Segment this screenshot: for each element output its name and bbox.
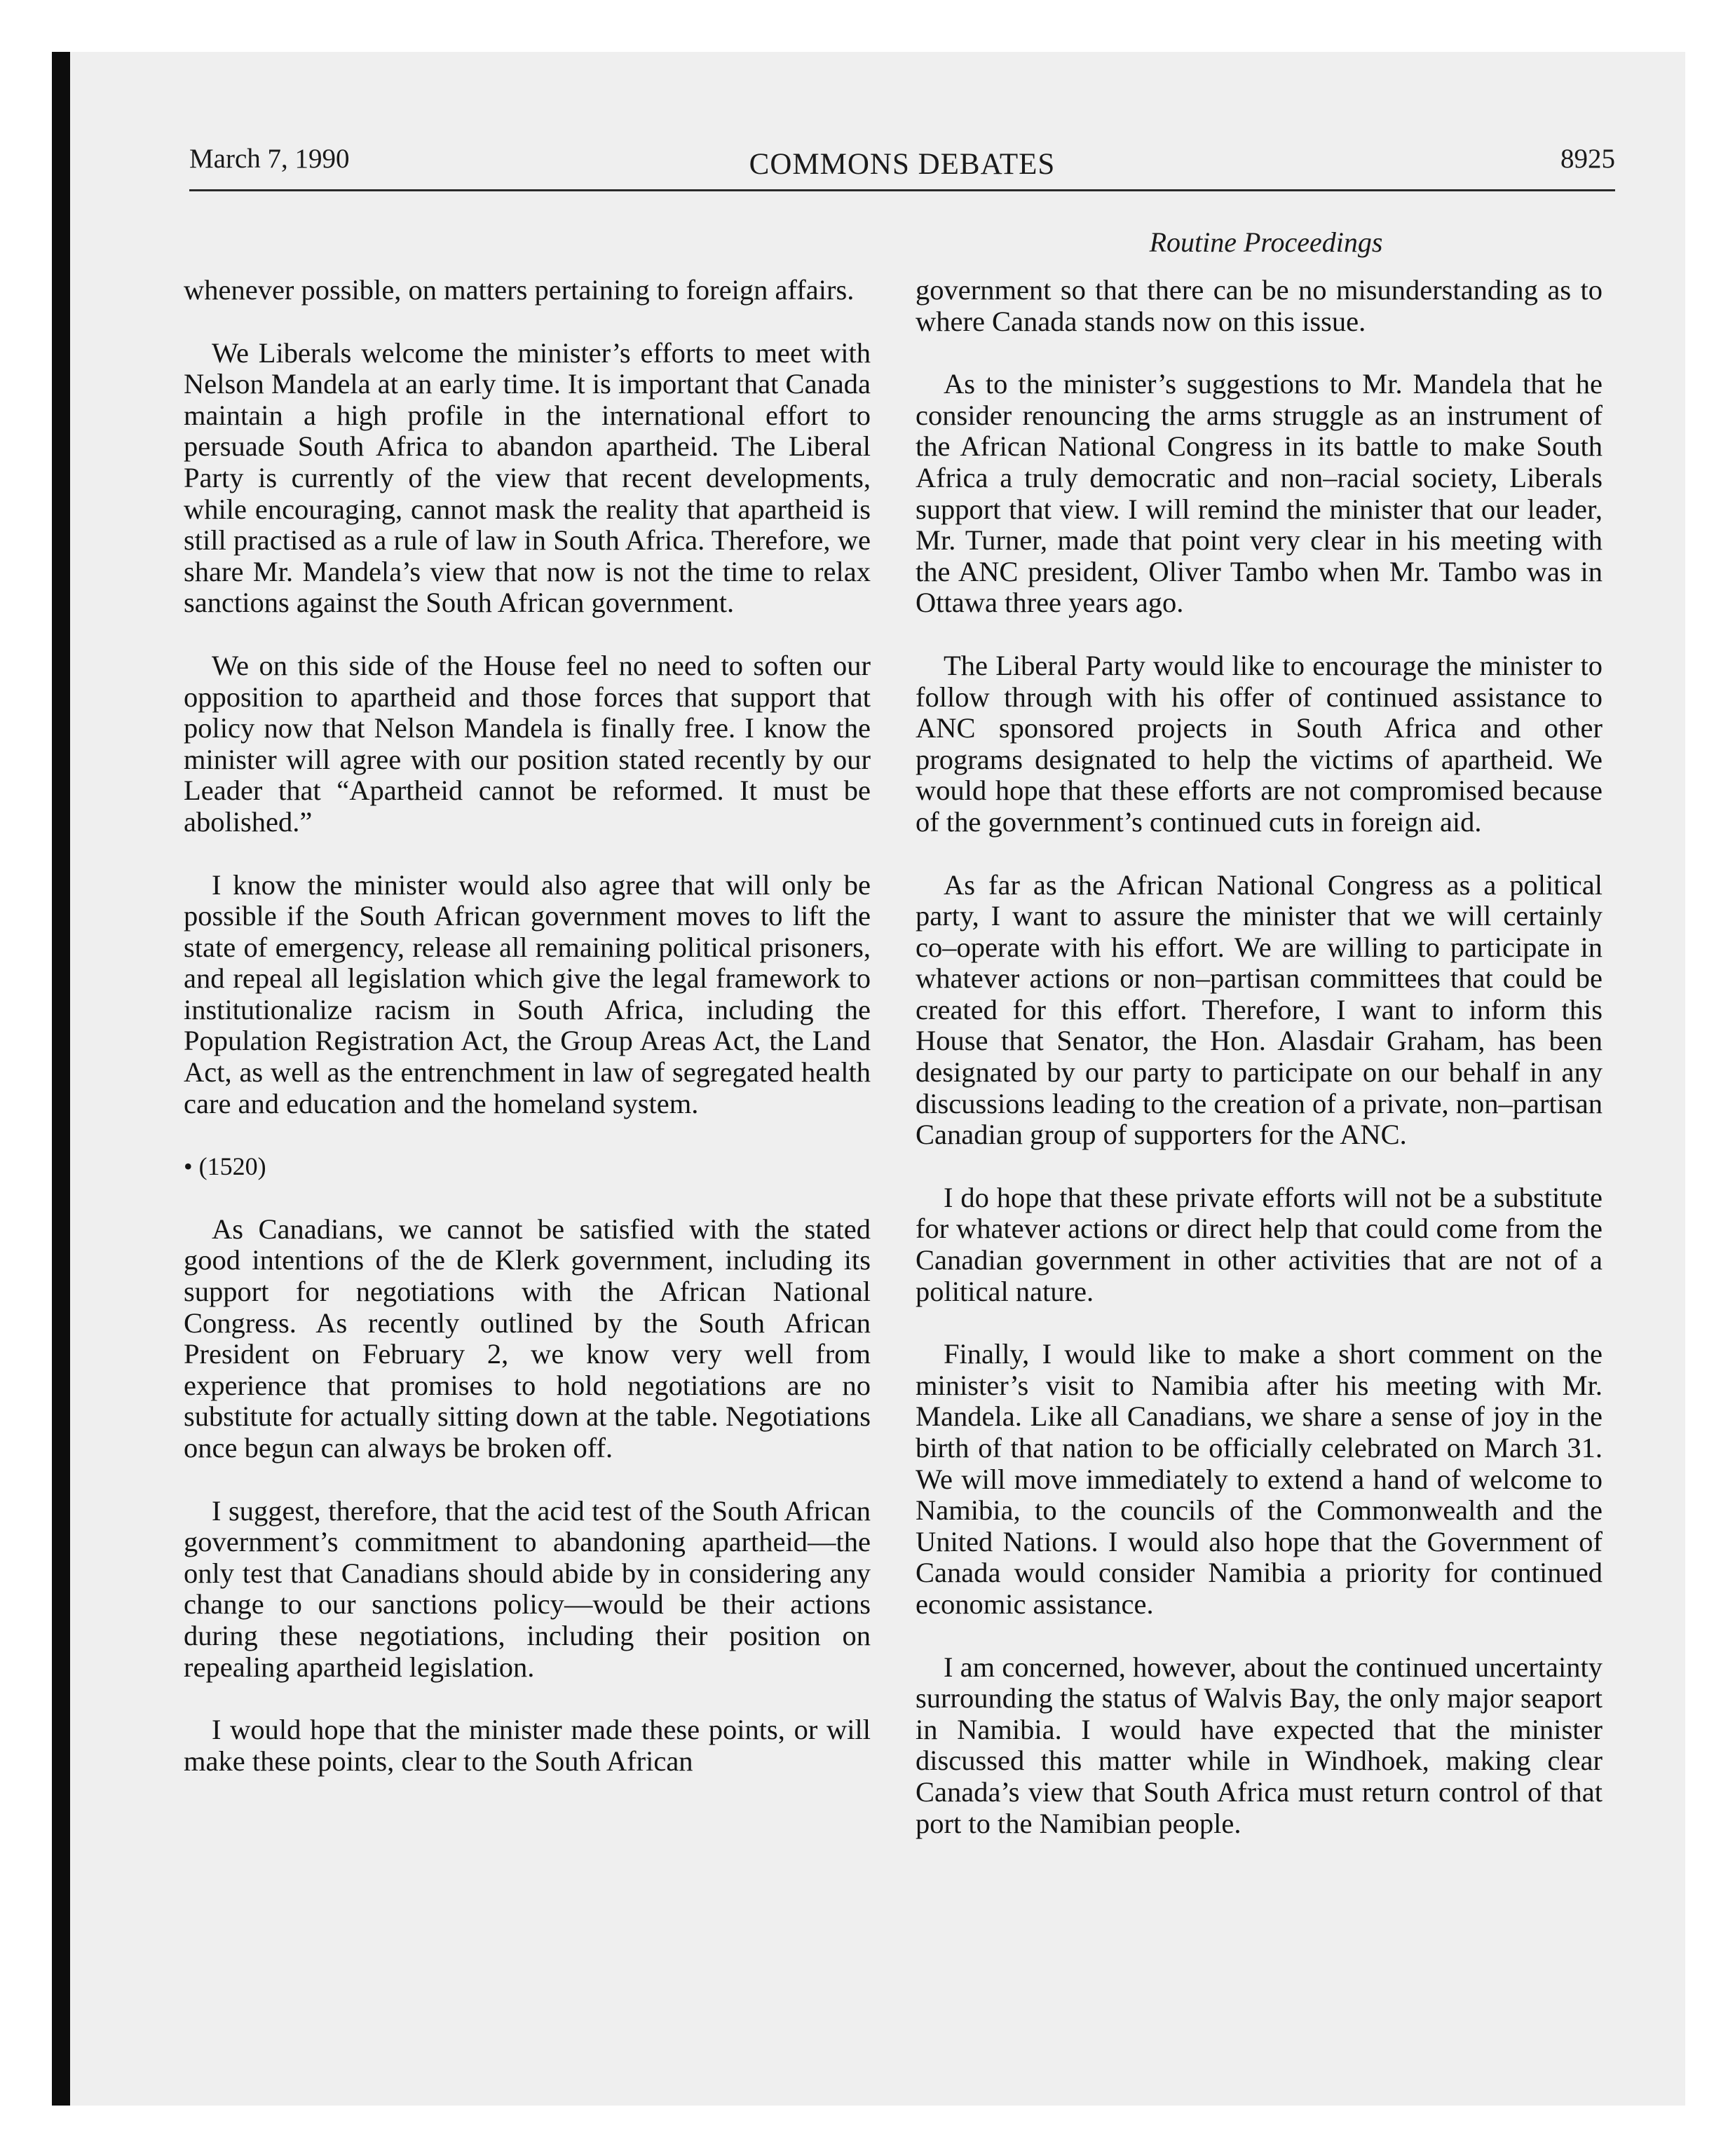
paragraph: I know the minister would also agree that will only be possible if the South African government moves to lift the state of emergency, release all remaining political prisoners, and repeal all legislation which give the legal framework to institutionalize racism in South Africa, including the Population Registration Act, the Group Areas Act, the Land Act, as well as the entrenchment in law of segregated health care and education and the homeland system.	[184, 868, 871, 1119]
paragraph: As Canadians, we cannot be satisfied with the stated good intentions of the de Klerk government, including its support for negotiations with the African National Congress. As recently outlined by the South African President on February 2, we know very well from experience that promises to hold negotiations are no substitute for actually sitting down at the table. Negotiations once begun can always be broken off.	[184, 1213, 871, 1464]
header-title: COMMONS DEBATES	[749, 148, 1056, 181]
paragraph: As far as the African National Congress as a political party, I want to assure the minister that we will certainly co–operate with his effort. We are willing to participate in whatever actions or non–partisan committees that could be created for this effort. Therefore, I want to inform this House that Senator, the Hon. Alasdair Graham, has been designated by our party to participate on our behalf in any discussions leading to the creation of a private, non–partisan Canadian group of supporters for the ANC.	[916, 868, 1603, 1151]
left-column	[184, 275, 871, 1808]
paragraph: government so that there can be no misunderstanding as to where Canada stands now on this issue.	[916, 274, 1603, 337]
paragraph: I am concerned, however, about the continued uncertainty surrounding the status of Walvis Bay, the only major seaport in Namibia. I would have expected that the minister discussed this matter while in Windhoek, making clear Canada’s view that South Africa must return control of that port to the Namibian people.	[916, 1651, 1603, 1839]
paragraph: As to the minister’s suggestions to Mr. Mandela that he consider renouncing the arms struggle as an instrument of the African National Congress in its battle to make South Africa a truly democratic and non–racial society, Liberals support that view. I will remind the minister that our leader, Mr. Turner, made that point very clear in his meeting with the ANC president, Oliver Tambo when Mr. Tambo was in Ottawa three years ago.	[916, 368, 1603, 619]
header-page-number: 8925	[1560, 144, 1615, 174]
paragraph: The Liberal Party would like to encourage the minister to follow through with his offer of continued assistance to ANC sponsored projects in South Africa and other programs designated to help the victims of apartheid. We would hope that these efforts are not compromised because of the government’s continued cuts in foreign aid.	[916, 649, 1603, 838]
page-header	[189, 142, 1615, 188]
section-title: Routine Proceedings	[1149, 226, 1383, 258]
paragraph: whenever possible, on matters pertaining to foreign affairs.	[184, 274, 855, 306]
paragraph: I suggest, therefore, that the acid test of the South African government’s commitment to abandoning apartheid—the only test that Canadians should abide by in considering any change to our sanctions policy—would be their actions during these negotiations, including their position on repealing apartheid legislation.	[184, 1494, 871, 1683]
paragraph: I would hope that the minister made these points, or will make these points, clear to the South African	[184, 1714, 871, 1777]
right-column	[916, 275, 1603, 1871]
scan-binding-edge	[52, 52, 70, 2106]
header-date: March 7, 1990	[189, 144, 350, 174]
paragraph: We Liberals welcome the minister’s efforts to meet with Nelson Mandela at an early time. It is important that Canada maintain a high profile in the international effort to persuade South Africa to abandon apartheid. The Liberal Party is currently of the view that recent developments, while encouraging, cannot mask the reality that apartheid is still practised as a rule of law in South Africa. Therefore, we share Mr. Mandela’s view that now is not the time to relax sanctions against the South African government.	[184, 336, 871, 619]
time-marker: • (1520)	[184, 1152, 266, 1181]
header-rule	[189, 189, 1615, 191]
paragraph: I do hope that these private efforts will not be a substitute for whatever actions or direct help that could come from the Canadian government in other activities that are not of a political nature.	[916, 1181, 1603, 1307]
paragraph: Finally, I would like to make a short comment on the minister’s visit to Namibia after his meeting with Mr. Mandela. Like all Canadians, we share a sense of joy in the birth of that nation to be officially celebrated on March 31. We will move immediately to extend a hand of welcome to Namibia, to the councils of the Commonwealth and the United Nations. I would also hope that the Government of Canada would consider Namibia a priority for continued economic assistance.	[916, 1338, 1603, 1620]
paragraph: We on this side of the House feel no need to soften our opposition to apartheid and those forces that support that policy now that Nelson Mandela is finally free. I know the minister will agree with our position stated recently by our Leader that “Apartheid cannot be reformed. It must be abolished.”	[184, 649, 871, 838]
